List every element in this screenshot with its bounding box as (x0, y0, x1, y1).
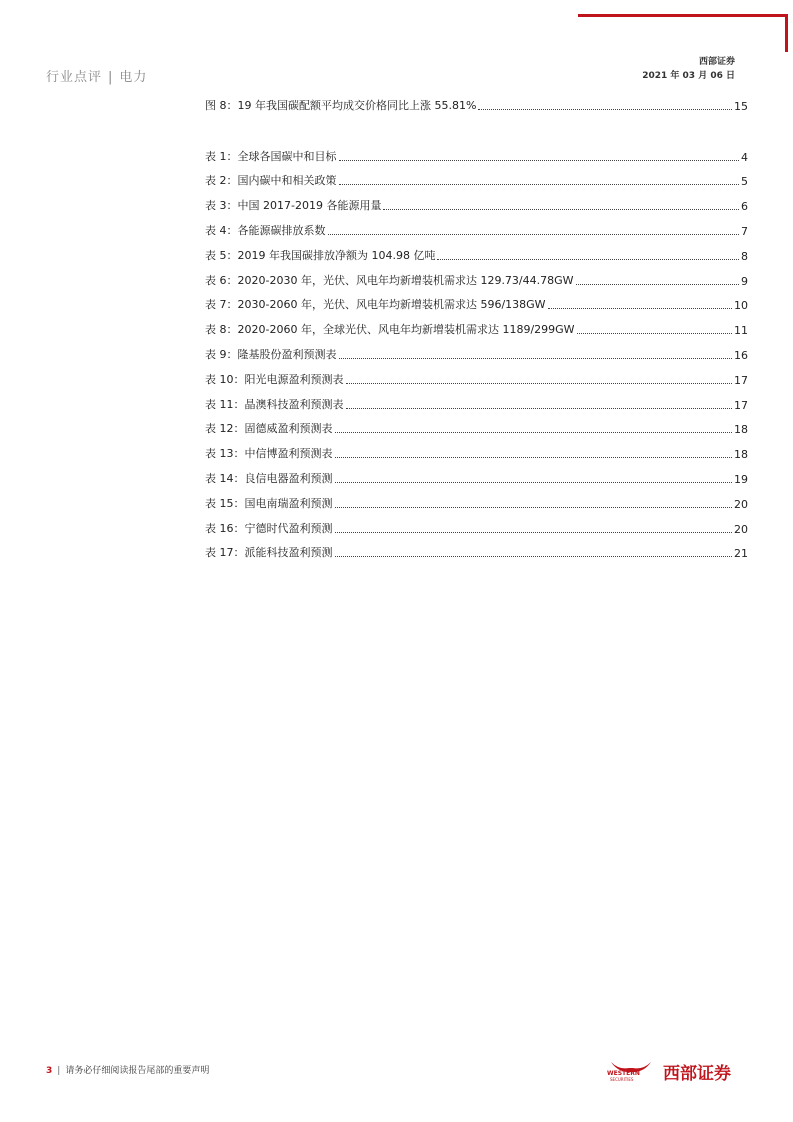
toc-entry-table-4[interactable] (205, 213, 748, 238)
toc-leader-dots (335, 555, 733, 557)
toc-entry-title: 表 4：各能源碳排放系数 (205, 223, 326, 237)
toc-entry-title: 表 7：2030-2060 年，光伏、风电年均新增装机需求达 596/138GW (205, 298, 546, 312)
toc-leader-dots (577, 332, 732, 334)
toc-leader-dots (346, 382, 733, 384)
toc-entry-table-8[interactable] (205, 312, 748, 337)
toc-leader-dots (328, 233, 740, 235)
toc-entry-title: 表 13：中信博盈利预测表 (205, 447, 333, 461)
toc-entry-page: 18 (734, 448, 748, 462)
toc-entry-table-3[interactable] (205, 188, 748, 213)
toc-entry-table-17[interactable] (205, 536, 748, 561)
toc-entry-title: 表 12：固德威盈利预测表 (205, 422, 333, 436)
toc-entry-page: 21 (734, 547, 748, 561)
toc-leader-dots (339, 357, 733, 359)
toc-entry-table-11[interactable] (205, 387, 748, 412)
toc-entry-page: 17 (734, 373, 748, 387)
report-date: 2021 年 03 月 06 日 (642, 71, 735, 81)
footer-page-number: 3 (46, 1066, 53, 1076)
footer-disclaimer: 请务必仔细阅读报告尾部的重要声明 (65, 1066, 210, 1076)
toc-entry-title: 表 11：晶澳科技盈利预测表 (205, 397, 344, 411)
bull-logo-icon (605, 1058, 657, 1084)
toc-entry-title: 表 17：派能科技盈利预测 (205, 546, 333, 560)
toc-section-gap (205, 113, 748, 139)
toc-leader-dots (339, 159, 740, 161)
toc-entry-page: 18 (734, 423, 748, 437)
toc-entry-page: 16 (734, 348, 748, 362)
toc-entry-table-14[interactable] (205, 461, 748, 486)
toc-entry-page: 17 (734, 398, 748, 412)
toc-leader-dots (339, 183, 740, 185)
toc-entry-page: 7 (741, 224, 748, 238)
company-logo (605, 1058, 731, 1084)
toc-entry-figure-8[interactable] (205, 88, 748, 113)
toc-leader-dots (335, 481, 733, 483)
toc-leader-dots (335, 506, 733, 508)
toc-entry-page: 15 (734, 99, 748, 113)
logo-chinese: 西部证券 (663, 1063, 731, 1084)
toc-entry-title: 表 8：2020-2060 年，全球光伏、风电年均新增装机需求达 1189/299GW (205, 323, 575, 337)
toc-entry-page: 20 (734, 522, 748, 536)
toc-entry-title: 表 16：宁德时代盈利预测 (205, 521, 333, 535)
toc-entry-page: 5 (741, 175, 748, 189)
toc-entry-title: 表 10：阳光电源盈利预测表 (205, 372, 344, 386)
table-of-contents (205, 88, 748, 560)
toc-entry-title: 表 2：国内碳中和相关政策 (205, 174, 337, 188)
report-type: 行业点评 (46, 70, 103, 85)
toc-table-list (205, 139, 748, 561)
report-category (46, 66, 147, 85)
toc-leader-dots (576, 283, 739, 285)
toc-entry-table-15[interactable] (205, 486, 748, 511)
toc-entry-title: 表 6：2020-2030 年，光伏、风电年均新增装机需求达 129.73/44.78GW (205, 273, 574, 287)
toc-entry-title: 表 9：隆基股份盈利预测表 (205, 347, 337, 361)
toc-entry-page: 8 (741, 249, 748, 263)
logo-english: WESTERN (607, 1070, 640, 1077)
toc-leader-dots (335, 456, 733, 458)
toc-entry-page: 9 (741, 274, 748, 288)
toc-entry-table-2[interactable] (205, 164, 748, 189)
toc-entry-title: 表 3：中国 2017-2019 各能源用量 (205, 199, 382, 213)
toc-entry-title: 表 1：全球各国碳中和目标 (205, 149, 337, 163)
toc-entry-table-9[interactable] (205, 337, 748, 362)
toc-entry-page: 6 (741, 200, 748, 214)
footer (46, 1063, 209, 1076)
toc-leader-dots (437, 258, 739, 260)
toc-entry-page: 4 (741, 150, 748, 164)
toc-leader-dots (346, 407, 733, 409)
toc-entry-page: 11 (734, 324, 748, 338)
toc-entry-title: 表 14：良信电器盈利预测 (205, 471, 333, 485)
toc-leader-dots (478, 108, 732, 110)
toc-entry-table-6[interactable] (205, 263, 748, 288)
toc-entry-table-16[interactable] (205, 511, 748, 536)
toc-entry-title: 表 5：2019 年我国碳排放净额为 104.98 亿吨 (205, 248, 436, 262)
toc-entry-table-5[interactable] (205, 238, 748, 263)
toc-leader-dots (335, 531, 733, 533)
toc-entry-table-7[interactable] (205, 288, 748, 313)
toc-entry-page: 20 (734, 497, 748, 511)
toc-entry-table-1[interactable] (205, 139, 748, 164)
header-separator: | (108, 70, 114, 85)
header-company-name: 西部证券 (698, 57, 735, 67)
toc-leader-dots (548, 307, 732, 309)
footer-separator: | (57, 1066, 61, 1076)
toc-entry-page: 19 (734, 472, 748, 486)
toc-leader-dots (335, 431, 733, 433)
toc-entry-page: 10 (734, 299, 748, 313)
toc-entry-table-12[interactable] (205, 412, 748, 437)
toc-entry-title: 图 8：19 年我国碳配额平均成交价格同比上涨 55.81% (205, 98, 477, 112)
toc-entry-table-13[interactable] (205, 436, 748, 461)
toc-entry-table-10[interactable] (205, 362, 748, 387)
toc-entry-title: 表 15：国电南瑞盈利预测 (205, 496, 333, 510)
report-sector: 电力 (119, 70, 148, 85)
logo-english-sub: SECURITIES (610, 1077, 634, 1082)
toc-leader-dots (383, 208, 739, 210)
header-corner-frame (578, 14, 788, 52)
